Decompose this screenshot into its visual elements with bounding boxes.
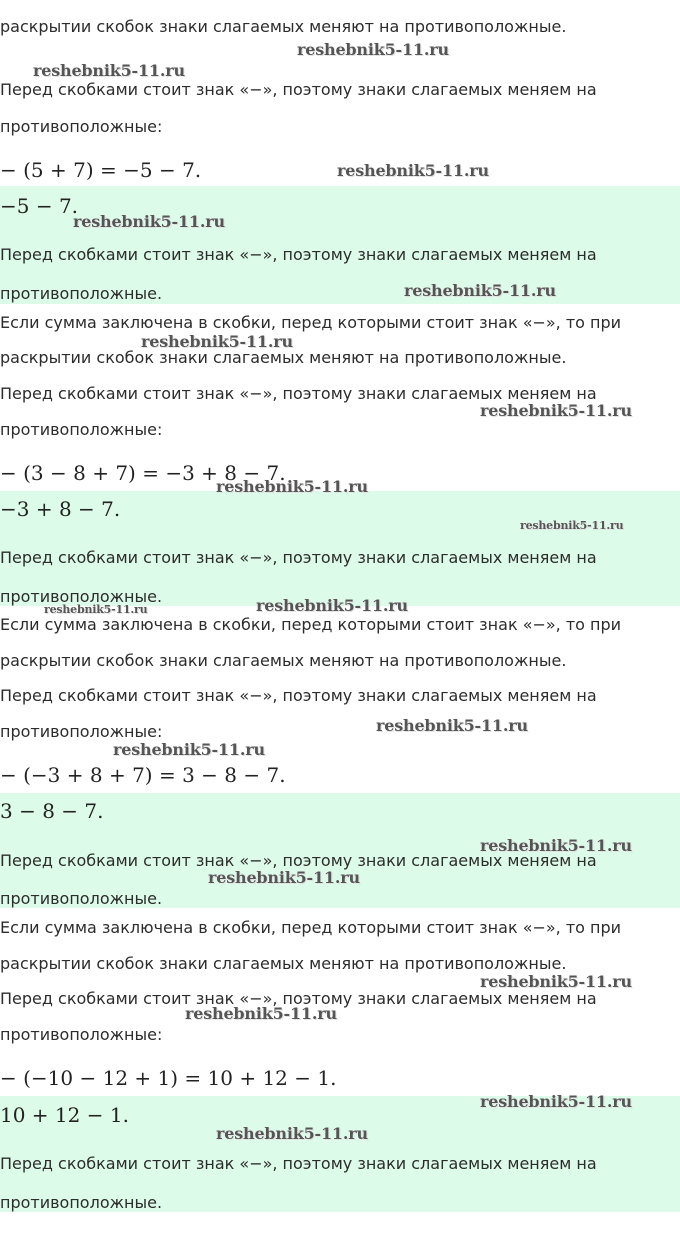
rule-text: раскрытии скобок знаки слагаемых меняют на противоположные. (0, 651, 567, 670)
watermark: reshebnik5-11.ru (73, 212, 225, 231)
watermark: reshebnik5-11.ru (480, 836, 632, 855)
rule-text: Если сумма заключена в скобки, перед которыми стоит знак «−», то при (0, 615, 622, 634)
highlight-note: Перед скобками стоит знак «−», поэтому знаки слагаемых меняем на (0, 548, 597, 567)
rule-text: раскрытии скобок знаки слагаемых меняют на противоположные. (0, 954, 567, 973)
expression: − (5 + 7) = −5 − 7. (0, 158, 202, 182)
watermark: reshebnik5-11.ru (256, 596, 408, 615)
watermark: reshebnik5-11.ru (520, 519, 624, 532)
answer: −5 − 7. (0, 194, 79, 218)
highlight-note: противоположные. (0, 1193, 163, 1212)
watermark: reshebnik5-11.ru (44, 603, 148, 616)
highlight-note: Перед скобками стоит знак «−», поэтому знаки слагаемых меняем на (0, 851, 597, 870)
watermark: reshebnik5-11.ru (33, 61, 185, 80)
watermark: reshebnik5-11.ru (404, 281, 556, 300)
watermark: reshebnik5-11.ru (480, 401, 632, 420)
rule-text: Если сумма заключена в скобки, перед которыми стоит знак «−», то при (0, 918, 622, 937)
expression: − (−3 + 8 + 7) = 3 − 8 − 7. (0, 763, 286, 787)
watermark: reshebnik5-11.ru (216, 477, 368, 496)
rule-text: раскрытии скобок знаки слагаемых меняют на противоположные. (0, 17, 567, 36)
note-text: Перед скобками стоит знак «−», поэтому знаки слагаемых меняем на (0, 686, 597, 705)
note-text: Перед скобками стоит знак «−», поэтому знаки слагаемых меняем на (0, 384, 597, 403)
watermark: reshebnik5-11.ru (480, 972, 632, 991)
note-text: противоположные: (0, 420, 163, 439)
watermark: reshebnik5-11.ru (113, 740, 265, 759)
highlight-note: противоположные. (0, 284, 163, 303)
highlight-note: Перед скобками стоит знак «−», поэтому знаки слагаемых меняем на (0, 245, 597, 264)
highlight-note: противоположные. (0, 587, 163, 606)
note-text: противоположные: (0, 1025, 163, 1044)
note-text: противоположные: (0, 117, 163, 136)
answer: 10 + 12 − 1. (0, 1103, 129, 1127)
rule-text: раскрытии скобок знаки слагаемых меняют на противоположные. (0, 348, 567, 367)
watermark: reshebnik5-11.ru (337, 161, 489, 180)
note-text: противоположные: (0, 722, 163, 741)
watermark: reshebnik5-11.ru (208, 868, 360, 887)
answer: 3 − 8 − 7. (0, 799, 104, 823)
rule-text: Если сумма заключена в скобки, перед которыми стоит знак «−», то при (0, 313, 622, 332)
expression: − (3 − 8 + 7) = −3 + 8 − 7. (0, 461, 286, 485)
watermark: reshebnik5-11.ru (185, 1004, 337, 1023)
note-text: Перед скобками стоит знак «−», поэтому знаки слагаемых меняем на (0, 989, 597, 1008)
watermark: reshebnik5-11.ru (216, 1124, 368, 1143)
watermark: reshebnik5-11.ru (297, 40, 449, 59)
watermark: reshebnik5-11.ru (480, 1092, 632, 1111)
answer: −3 + 8 − 7. (0, 497, 121, 521)
highlight-note: Перед скобками стоит знак «−», поэтому знаки слагаемых меняем на (0, 1154, 597, 1173)
note-text: Перед скобками стоит знак «−», поэтому знаки слагаемых меняем на (0, 80, 597, 99)
watermark: reshebnik5-11.ru (376, 716, 528, 735)
watermark: reshebnik5-11.ru (141, 332, 293, 351)
expression: − (−10 − 12 + 1) = 10 + 12 − 1. (0, 1066, 337, 1090)
highlight-note: противоположные. (0, 889, 163, 908)
